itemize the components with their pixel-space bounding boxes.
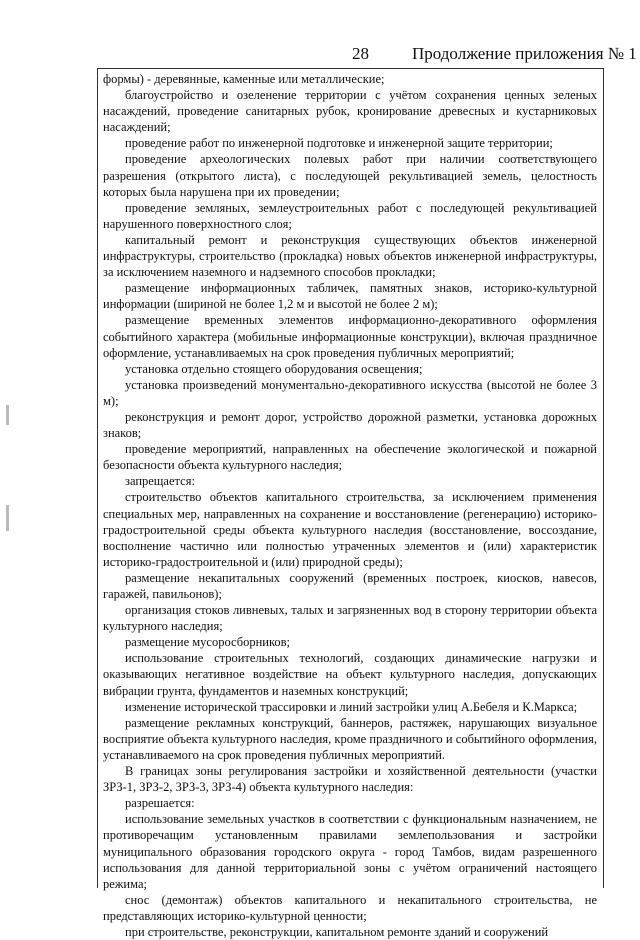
paragraph: строительство объектов капитального строительства, за исключением применения специальных мер, направленных на сохранение и восстановление (регенерацию) историко-градостроительной среды объекта культурного наследия (восстановление, воссоздание, восполнение частично или полностью утраченных элементов и (или) характеристик историко-градостроительной и (или) природной среды); [103,490,597,569]
paragraph: проведение земляных, землеустроительных работ с последующей рекультивацией нарушенного поверхностного слоя; [103,200,597,231]
paragraph: снос (демонтаж) объектов капитального и некапитального строительства, не представляющих историко-культурной ценности; [103,892,597,923]
paragraph: при строительстве, реконструкции, капитальном ремонте зданий и сооружений [125,924,549,939]
paragraph: формы) - деревянные, каменные или металлические; [103,72,385,86]
paragraph: организация стоков ливневых, талых и загрязненных вод в сторону территории объекта культурного наследия; [103,603,597,634]
paragraph: использование строительных технологий, создающих динамические нагрузки и оказывающих негативное воздействие на объект культурного наследия, допускающих вибрации грунта, фундаментов и наземных конструкций; [103,651,597,698]
paragraph: установка произведений монументально-декоративного искусства (высотой не более 3 м); [103,377,597,408]
paragraph: проведение работ по инженерной подготовке и инженерной защите территории; [125,136,553,151]
document-frame [97,68,604,939]
paragraph: проведение мероприятий, направленных на обеспечение экологической и пожарной безопасности объекта культурного наследия; [103,442,597,473]
paragraph: размещение рекламных конструкций, баннеров, растяжек, нарушающих визуальное восприятие объекта культурного наследия, кроме праздничного и событийного оформления, устанавливаемого на срок проведения публичных мероприятий. [103,715,597,762]
paragraph: размещение временных элементов информационно-декоративного оформления событийного характера (мобильные информационные конструкции), включая праздничное оформление, устанавливаемых на срок проведения публичных мероприятий; [103,313,597,360]
section-label-allowed: разрешается: [125,796,195,811]
appendix-continuation: Продолжение приложения № 1 [412,44,637,63]
section-label-prohibited: запрещается: [125,474,195,489]
paragraph: размещение мусоросборников; [125,635,291,650]
paragraph: использование земельных участков в соответствии с функциональным назначением, не противоречащим установленным правилами землепользования и застройки муниципального образования городского округа - город Тамбов, видам разрешенного использования для данной территориальной зоны с учётом ограничений настоящего режима; [103,812,597,891]
page-number: 28 [352,44,369,63]
paragraph: реконструкция и ремонт дорог, устройство дорожной разметки, установка дорожных знаков; [103,409,597,441]
paragraph: капитальный ремонт и реконструкция существующих объектов инженерной инфраструктуры, строительство (прокладка) новых объектов инженерной инфраструктуры, за исключением наземного и надземного способов прокладки; [103,232,597,280]
scan-mark [6,505,9,531]
paragraph: благоустройство и озеленение территории с учётом сохранения ценных зеленых насаждений, проведение санитарных рубок, кронирование древесных и кустарниковых насаждений; [103,88,597,135]
paragraph: проведение археологических полевых работ при наличии соответствующего разрешения (открытого листа), с последующей рекультивацией земель, целостность которых была нарушена при их проведении; [103,152,597,199]
zone-heading: В границах зоны регулирования застройки и хозяйственной деятельности (участки ЗРЗ-1, ЗРЗ-2, ЗРЗ-3, ЗРЗ-4) объекта культурного наследия: [103,764,597,795]
page-header [0,42,640,66]
scan-mark [6,405,9,425]
paragraph: размещение информационных табличек, памятных знаков, историко-культурной информации (шириной не более 1,2 м и высотой не более 2 м); [103,281,597,312]
document-body [98,69,603,940]
paragraph: изменение исторической трассировки и линий застройки улиц А.Бебеля и К.Маркса; [125,699,578,714]
paragraph: размещение некапитальных сооружений (временных построек, киосков, навесов, гаражей, павильонов); [103,570,597,601]
paragraph: установка отдельно стоящего оборудования освещения; [125,361,423,376]
